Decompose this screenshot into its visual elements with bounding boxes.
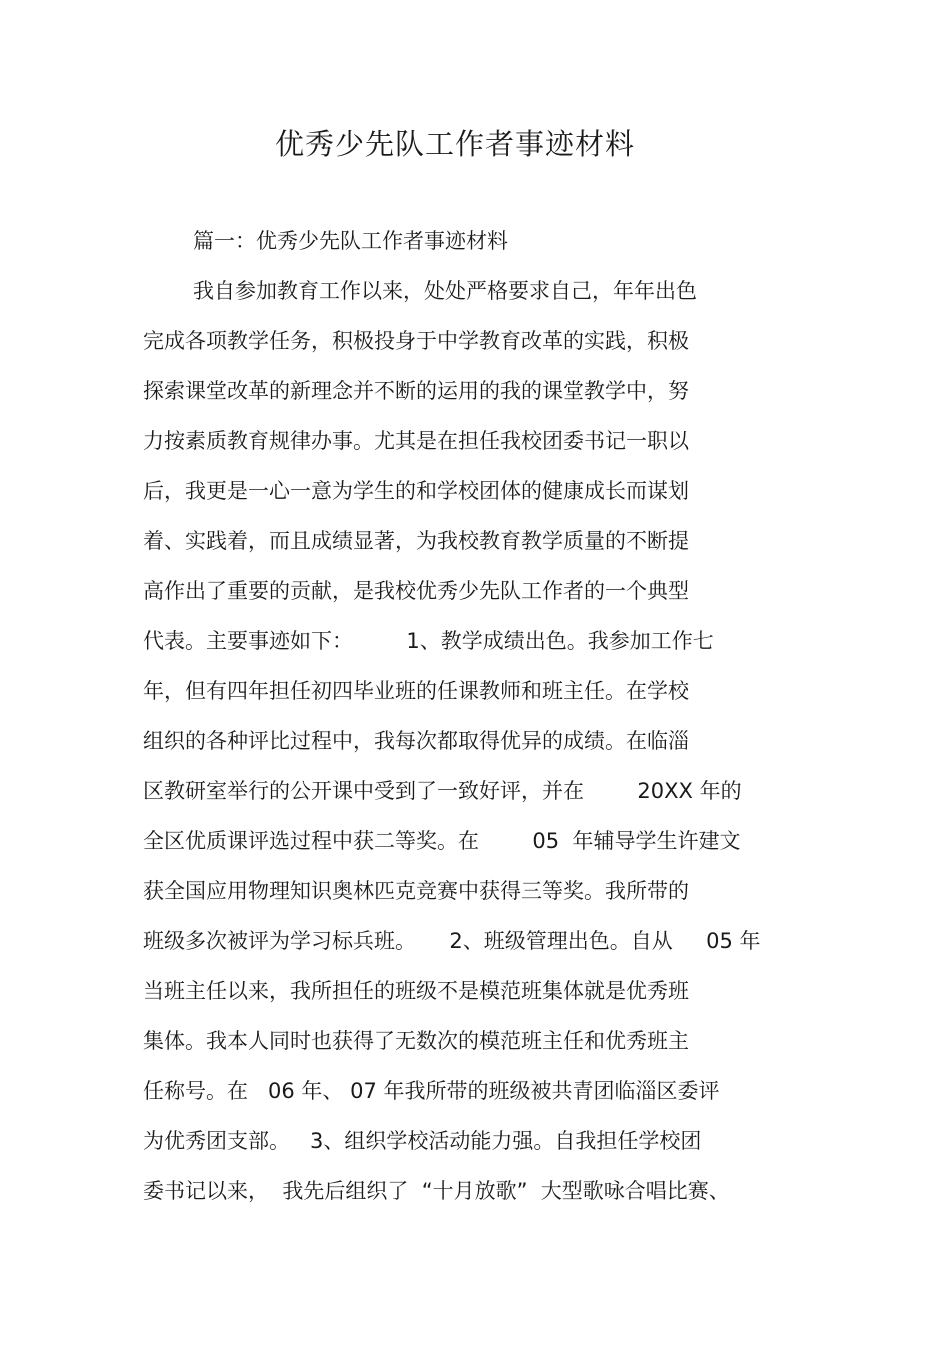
body-line: 委书记以来， 我先后组织了 “十月放歌” 大型歌咏合唱比赛、 bbox=[143, 1179, 730, 1203]
body-line: 年，但有四年担任初四毕业班的任课教师和班主任。在学校 bbox=[143, 679, 689, 703]
body-line: 力按素质教育规律办事。尤其是在担任我校团委书记一职以 bbox=[143, 429, 689, 453]
document-title: 优秀少先队工作者事迹材料 bbox=[274, 127, 635, 161]
body-line: 高作出了重要的贡献，是我校优秀少先队工作者的一个典型 bbox=[143, 579, 689, 603]
body-line: 当班主任以来，我所担任的班级不是模范班集体就是优秀班 bbox=[143, 979, 689, 1003]
body-line: 任称号。在 06 年、 07 年我所带的班级被共青团临淄区委评 bbox=[143, 1079, 720, 1103]
section-heading: 篇一：优秀少先队工作者事迹材料 bbox=[193, 229, 508, 253]
body-line: 我自参加教育工作以来，处处严格要求自己，年年出色 bbox=[193, 279, 697, 303]
body-line: 获全国应用物理知识奥林匹克竞赛中获得三等奖。我所带的 bbox=[143, 879, 689, 903]
body-line: 班级多次被评为学习标兵班。 2、班级管理出色。自从 05 年 bbox=[143, 929, 761, 953]
body-line: 着、实践着，而且成绩显著，为我校教育教学质量的不断提 bbox=[143, 529, 689, 553]
body-line: 集体。我本人同时也获得了无数次的模范班主任和优秀班主 bbox=[143, 1029, 689, 1053]
body-line: 为优秀团支部。 3、组织学校活动能力强。自我担任学校团 bbox=[143, 1129, 702, 1153]
body-line: 全区优质课评选过程中获二等奖。在 05 年辅导学生许建文 bbox=[143, 829, 741, 853]
body-line: 后，我更是一心一意为学生的和学校团体的健康成长而谋划 bbox=[143, 479, 689, 503]
body-line: 代表。主要事迹如下： 1、教学成绩出色。我参加工作七 bbox=[143, 629, 714, 653]
body-line: 完成各项教学任务，积极投身于中学教育改革的实践，积极 bbox=[143, 329, 689, 353]
body-line: 组织的各种评比过程中，我每次都取得优异的成绩。在临淄 bbox=[143, 729, 689, 753]
body-line: 探索课堂改革的新理念并不断的运用的我的课堂教学中，努 bbox=[143, 379, 689, 403]
body-line: 区教研室举行的公开课中受到了一致好评，并在 20XX 年的 bbox=[143, 779, 742, 803]
